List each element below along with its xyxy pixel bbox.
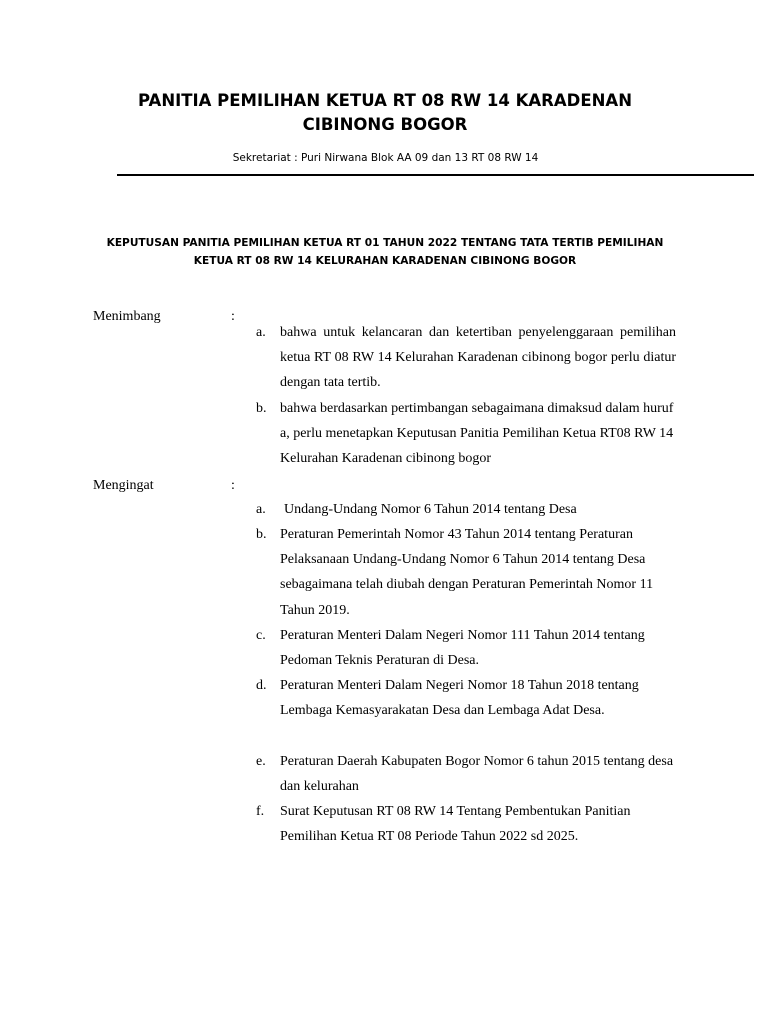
item-letter: b. bbox=[256, 527, 267, 542]
menimbang-colon: : bbox=[231, 309, 235, 324]
item-text: Peraturan Menteri Dalam Negeri Nomor 18 Tahun 2018 tentang Lembaga Kemasyarakatan Desa dan Lembaga Adat Desa. bbox=[280, 678, 639, 719]
mengingat-colon: : bbox=[231, 478, 235, 493]
item-letter: d. bbox=[256, 678, 267, 693]
item-text: Peraturan Daerah Kabupaten Bogor Nomor 6 tahun 2015 tentang desa dan kelurahan bbox=[280, 754, 674, 795]
item-letter: a. bbox=[256, 325, 266, 340]
menimbang-label: Menimbang bbox=[93, 309, 161, 324]
committee-title: PANITIA PEMILIHAN KETUA RT 08 RW 14 KARADENAN CIBINONG BOGOR bbox=[137, 91, 633, 134]
mengingat-item-c bbox=[256, 623, 676, 673]
item-letter: b. bbox=[256, 401, 267, 416]
secretariat-address: Sekretariat : Puri Nirwana Blok AA 09 dan 13 RT 08 RW 14 bbox=[232, 152, 539, 164]
decision-title: KEPUTUSAN PANITIA PEMILIHAN KETUA RT 01 TAHUN 2022 TENTANG TATA TERTIB PEMILIHAN KETUA RT 08 RW 14 KELURAHAN KARADENAN CIBINONG BOGOR bbox=[106, 237, 664, 267]
item-letter: a. bbox=[256, 502, 266, 517]
menimbang-item-a bbox=[256, 320, 676, 396]
mengingat-item-f bbox=[256, 799, 676, 849]
mengingat-item-b bbox=[256, 522, 676, 623]
item-letter: c. bbox=[256, 628, 266, 643]
mengingat-item-a bbox=[256, 497, 676, 522]
item-text: Undang-Undang Nomor 6 Tahun 2014 tentang Desa bbox=[284, 502, 577, 517]
mengingat-label: Mengingat bbox=[93, 478, 154, 493]
item-text: Peraturan Pemerintah Nomor 43 Tahun 2014 tentang Peraturan Pelaksanaan Undang-Undang Nomor 6 Tahun 2014 tentang Desa sebagaimana telah diubah dengan Peraturan Pemerintah Nomor 11 Tahun 2019. bbox=[280, 527, 654, 618]
menimbang-item-b bbox=[256, 396, 676, 472]
item-text: Surat Keputusan RT 08 RW 14 Tentang Pembentukan Panitian Pemilihan Ketua RT 08 Periode Tahun 2022 sd 2025. bbox=[280, 804, 631, 845]
item-text: bahwa untuk kelancaran dan ketertiban penyelenggaraan pemilihan ketua RT 08 RW 14 Kelurahan Karadenan cibinong bogor perlu diatur dengan tata tertib. bbox=[280, 325, 676, 391]
item-text: Peraturan Menteri Dalam Negeri Nomor 111 Tahun 2014 tentang Pedoman Teknis Peraturan di Desa. bbox=[280, 628, 645, 669]
mengingat-item-e bbox=[256, 749, 676, 799]
mengingat-item-d bbox=[256, 673, 676, 723]
header-divider bbox=[117, 174, 754, 176]
item-letter: e. bbox=[256, 754, 266, 769]
item-text: bahwa berdasarkan pertimbangan sebagaimana dimaksud dalam huruf a, perlu menetapkan Keputusan Panitia Pemilihan Ketua RT08 RW 14 Kelurahan Karadenan cibinong bogor bbox=[280, 401, 674, 467]
item-letter: f. bbox=[256, 804, 265, 819]
